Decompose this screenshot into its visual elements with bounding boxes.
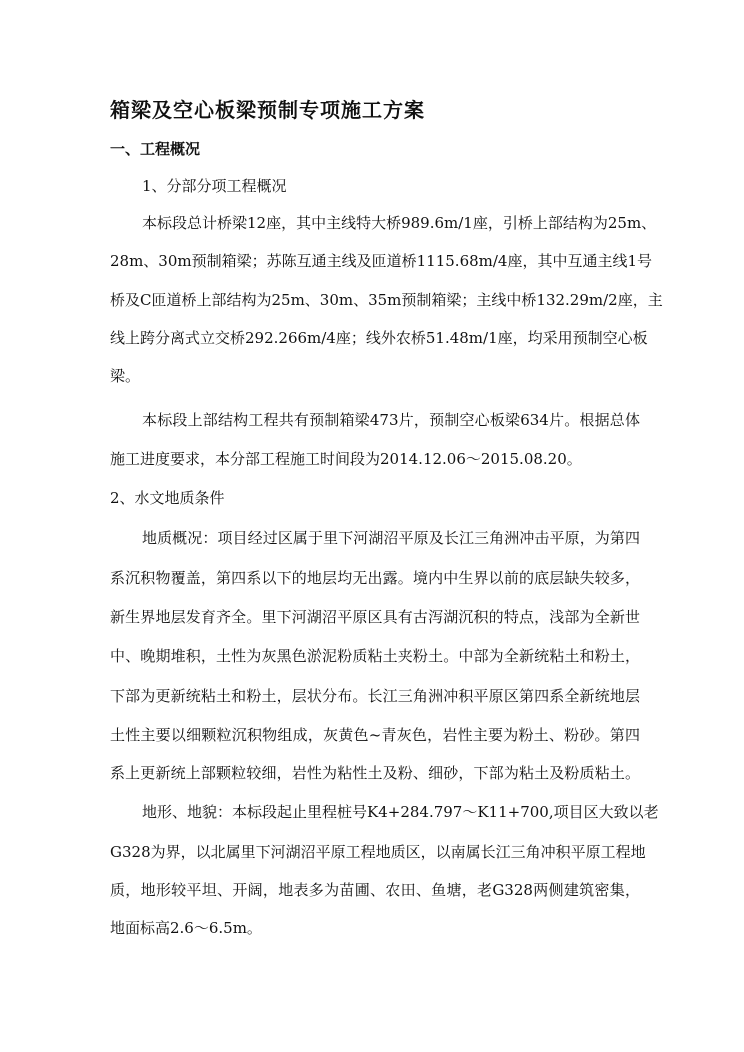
paragraph-line: 下部为更新统粘土和粉土，层状分布。长江三角洲冲积平原区第四系全新统地层 [110,687,640,705]
document-title: 箱梁及空心板梁预制专项施工方案 [110,98,425,122]
section-heading: 一、工程概况 [110,140,201,158]
paragraph-line: 本标段总计桥梁12座，其中主线特大桥989.6m/1座，引桥上部结构为25m、 [142,214,657,232]
paragraph-line: 中、晚期堆积，土性为灰黑色淤泥粉质粘土夹粉土。中部为全新统粘土和粉土， [110,647,640,665]
paragraph-line: 地形、地貌：本标段起止里程桩号K4+284.797～K11+700,项目区大致以老 [142,803,659,821]
paragraph-line: 系上更新统上部颗粒较细，岩性为粘性土及粉、细砂，下部为粘土及粉质粘土。 [110,764,640,782]
paragraph-line: 28m、30m预制箱梁；苏陈互通主线及匝道桥1115.68m/4座，其中互通主线1号 [110,252,653,270]
paragraph-line: 地面标高2.6～6.5m。 [110,919,262,937]
paragraph-line: 系沉积物覆盖，第四系以下的地层均无出露。境内中生界以前的底层缺失较多， [110,569,640,587]
paragraph-line: 梁。 [110,367,141,385]
paragraph-line: G328为界，以北属里下河湖沼平原工程地质区，以南属长江三角冲积平原工程地 [110,843,646,861]
paragraph-line: 施工进度要求，本分部工程施工时间段为2014.12.06～2015.08.20。 [110,450,582,468]
paragraph-line: 质，地形较平坦、开阔，地表多为苗圃、农田、鱼塘，老G328两侧建筑密集， [110,881,640,899]
paragraph-line: 本标段上部结构工程共有预制箱梁473片，预制空心板梁634片。根据总体 [142,411,640,429]
paragraph-line: 桥及C匝道桥上部结构为25m、30m、35m预制箱梁；主线中桥132.29m/2座，主 [110,291,663,309]
paragraph-line: 地质概况：项目经过区属于里下河湖沼平原及长江三角洲冲击平原，为第四 [142,529,640,547]
paragraph-line: 线上跨分离式立交桥292.266m/4座；线外农桥51.48m/1座，均采用预制空心板 [110,329,648,347]
subsection-heading: 1、分部分项工程概况 [142,177,287,195]
paragraph-line: 新生界地层发育齐全。里下河湖沼平原区具有古泻湖沉积的特点，浅部为全新世 [110,608,640,626]
subsection-heading: 2、水文地质条件 [110,489,225,507]
paragraph-line: 土性主要以细颗粒沉积物组成，灰黄色~青灰色，岩性主要为粉土、粉砂。第四 [110,726,640,744]
